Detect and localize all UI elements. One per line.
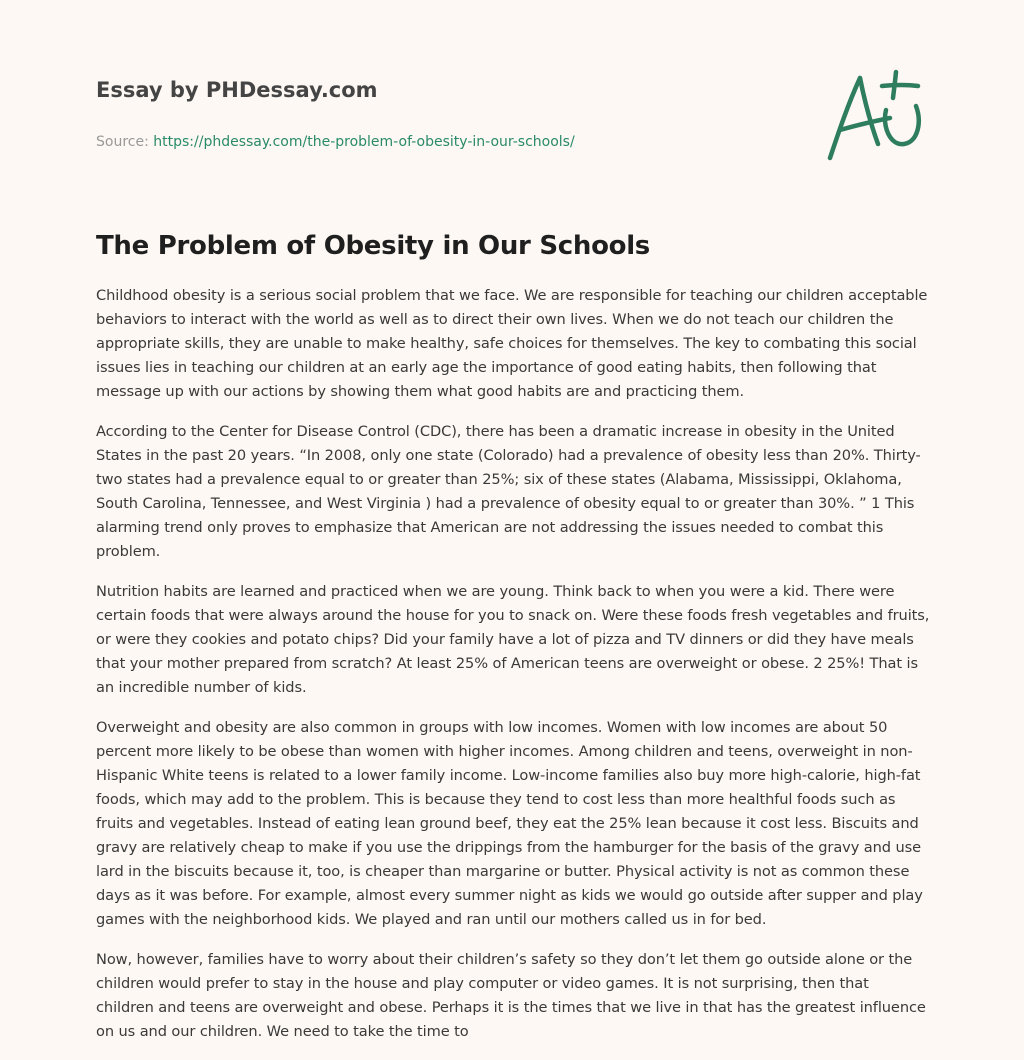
page-header (96, 74, 796, 152)
essay-paragraph: Nutrition habits are learned and practiced when we are young. Think back to when you were a kid. There were certain foods that were always around the house for you to snack on. Were these foods fresh vegetables and fruits, or were they cookies and potato chips? Did your family have a lot of pizza and TV dinners or did they have meals that your mother prepared from scratch? At least 25% of American teens are overweight or obese. 2 25%! That is an incredible number of kids. (96, 583, 930, 696)
essay-paragraph: Now, however, families have to worry about their children’s safety so they don’t let them go outside alone or the children would prefer to stay in the house and play computer or video games. It is not surprising, then that children and teens are overweight and obese. Perhaps it is the times that we live in that has the greatest influence on us and our children. We need to take the time to (96, 951, 926, 1040)
source-link[interactable]: https://phdessay.com/the-problem-of-obesity-in-our-schools/ (153, 134, 575, 150)
essay-title: The Problem of Obesity in Our Schools (96, 231, 650, 261)
source-label: Source: (96, 134, 154, 150)
source-line (96, 132, 796, 152)
site-title: Essay by PHDessay.com (96, 78, 378, 102)
essay-paragraph: Overweight and obesity are also common in groups with low incomes. Women with low incomes are about 50 percent more likely to be obese than women with higher incomes. Among children and teens, overweight in non-Hispanic White teens is related to a lower family income. Low-income families also buy more high-calorie, high-fat foods, which may add to the problem. This is because they tend to cost less than more healthful foods such as fruits and vegetables. Instead of eating lean ground beef, they eat the 25% lean because it cost less. Biscuits and gravy are relatively cheap to make if you use the drippings from the hamburger for the basis of the gravy and use lard in the biscuits because it, too, is cheaper than margarine or butter. Physical activity is not as common these days as it was before. For example, almost every summer night as kids we would go outside after supper and play games with the neighborhood kids. We played and ran until our mothers called us in for bed. (96, 719, 923, 928)
essay-paragraph: Childhood obesity is a serious social problem that we face. We are responsible for teaching our children acceptable behaviors to interact with the world as well as to direct their own lives. When we do not teach our children the appropriate skills, they are unable to make healthy, safe choices for themselves. The key to combating this social issues lies in teaching our children at an early age the importance of good eating habits, then following that message up with our actions by showing them what good habits are and practicing them. (96, 287, 928, 400)
a-plus-logo-icon (820, 64, 930, 164)
essay-paragraph: According to the Center for Disease Control (CDC), there has been a dramatic increase in obesity in the United States in the past 20 years. “In 2008, only one state (Colorado) had a prevalence of obesity less than 20%. Thirty-two states had a prevalence equal to or greater than 25%; six of these states (Alabama, Mississippi, Oklahoma, South Carolina, Tennessee, and West Virginia ) had a prevalence of obesity equal to or greater than 30%. ” 1 This alarming trend only proves to emphasize that American are not addressing the issues needed to combat this problem. (96, 423, 921, 560)
essay-body (96, 284, 930, 1060)
